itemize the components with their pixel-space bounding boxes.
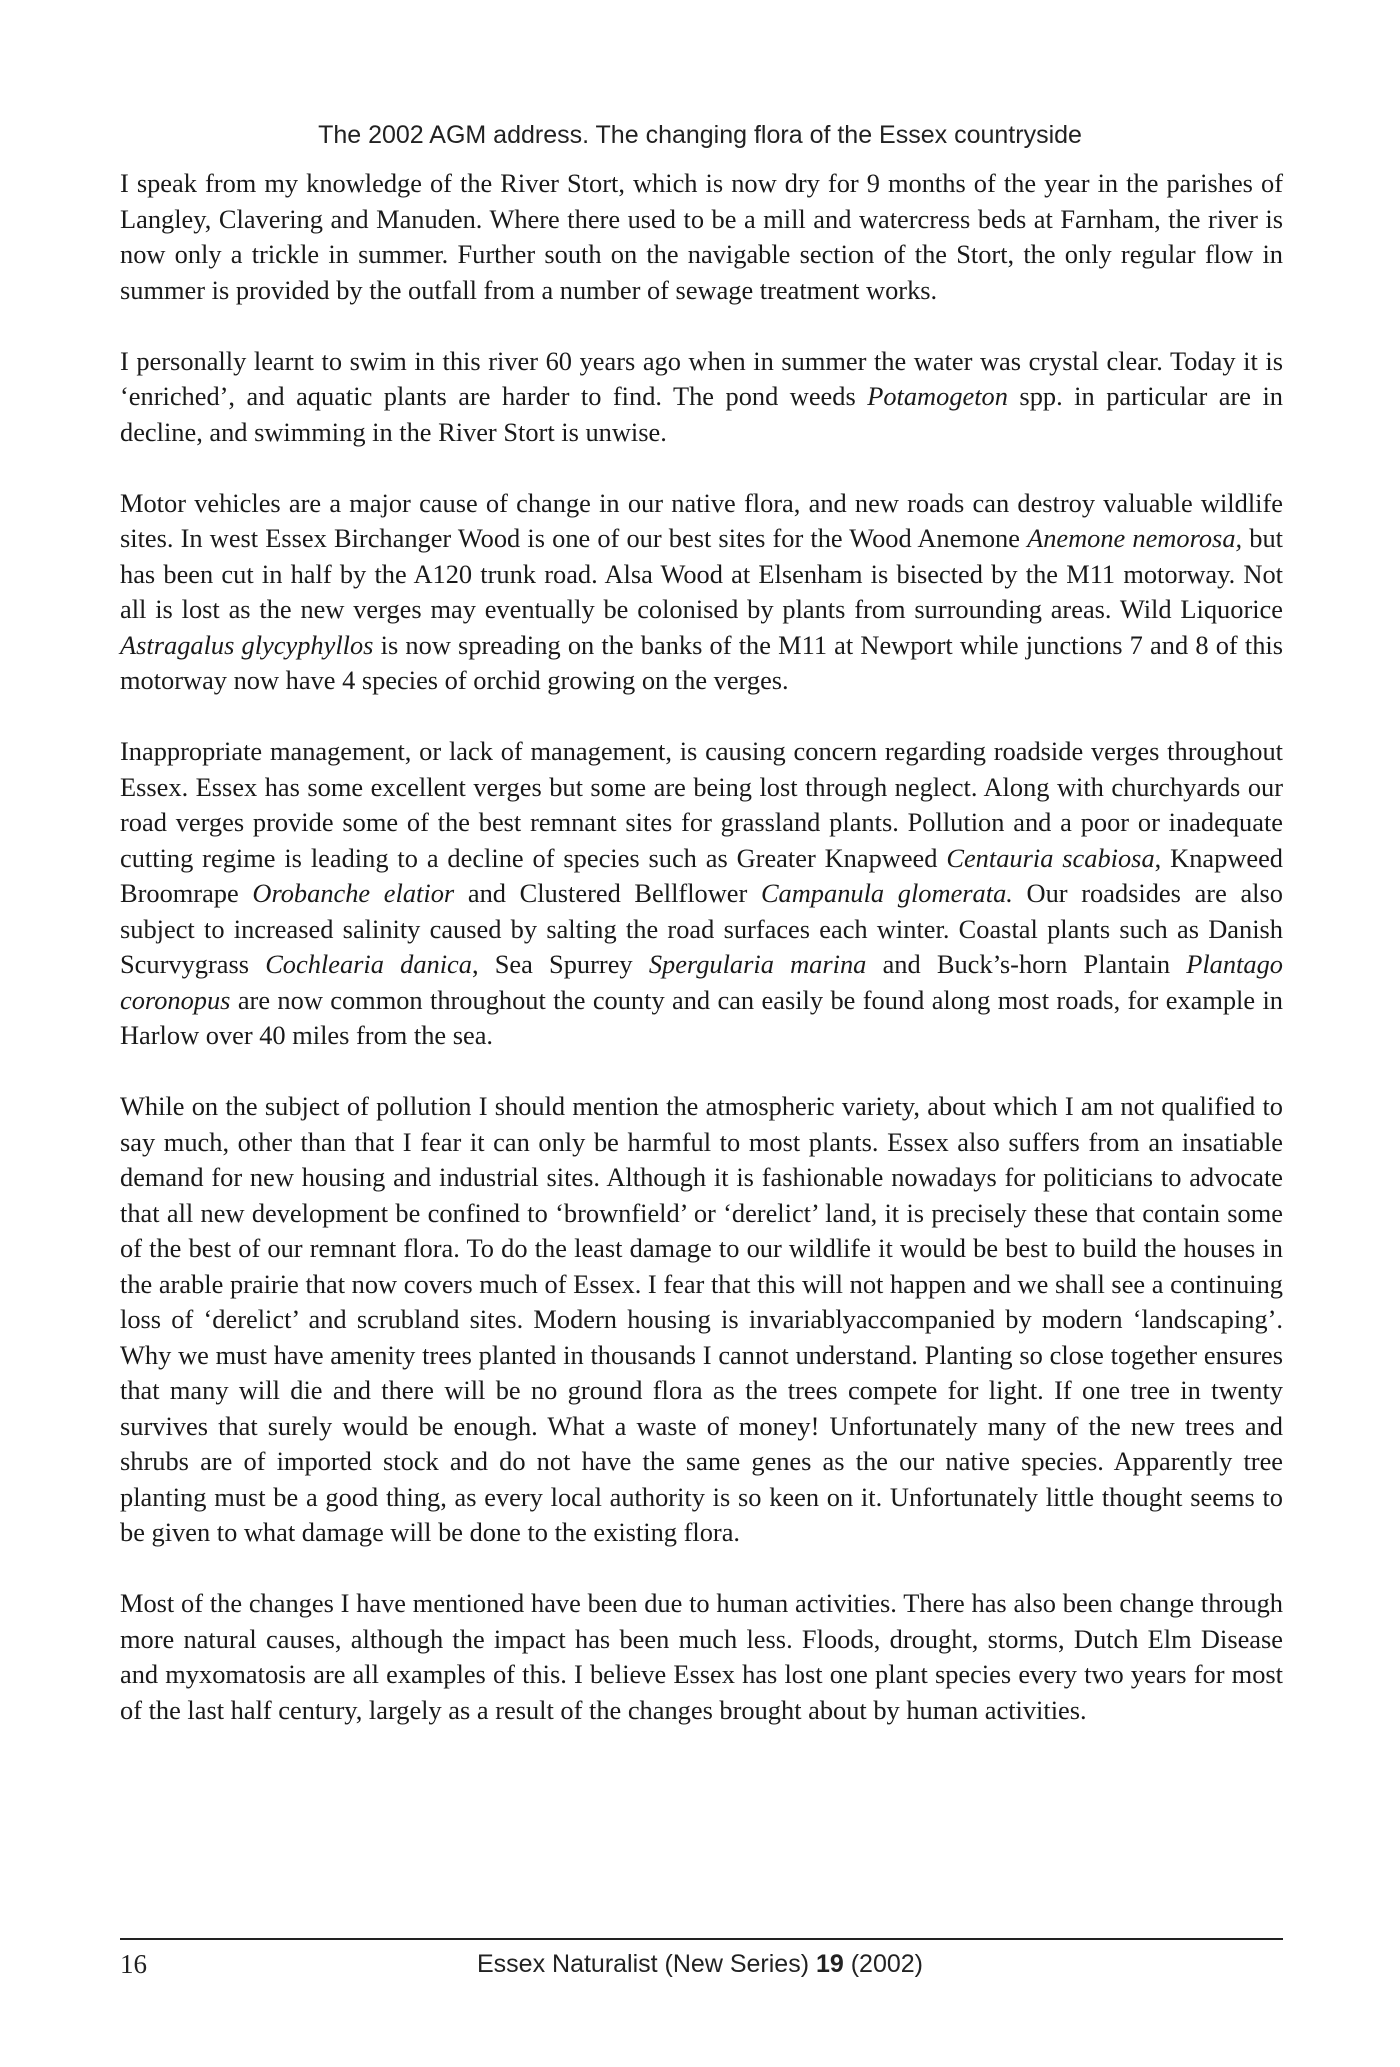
- species-name: Plantago coronopus: [120, 949, 1283, 1015]
- paragraph-text: Our roadsides are also subject to increased salinity caused by salting the road surfaces each winter. Coastal plants such as Danish Scurvygrass: [120, 878, 1283, 979]
- paragraph-motor-vehicles: [120, 486, 1283, 699]
- species-name: Orobanche elatior: [252, 878, 455, 908]
- species-name: Cochlearia danica: [265, 949, 472, 979]
- species-name: Astragalus glycyphyllos: [120, 629, 374, 660]
- paragraph-text: Motor vehicles are a major cause of change in our native flora, and new roads can destroy valuable wildlife sites. In west Essex Birchanger Wood is one of our best sites for the Wood Anemone: [120, 487, 1283, 553]
- paragraph-text: and Buck’s-horn Plantain: [866, 949, 1187, 979]
- paragraph-text: , Knapweed Broomrape: [120, 842, 1283, 908]
- running-header: The 2002 AGM address. The changing flora of the Essex countryside: [318, 121, 1082, 149]
- journal-volume: 19: [815, 1950, 844, 1978]
- species-name: Centauria scabiosa: [946, 842, 1155, 873]
- paragraph-pollution-housing: [120, 1089, 1283, 1551]
- species-name: Campanula glomerata.: [760, 878, 1013, 908]
- article-body: [120, 166, 1283, 1728]
- species-name: Anemone nemorosa,: [1027, 523, 1243, 553]
- page-number: 16: [120, 1949, 147, 1979]
- species-name: Potamogeton: [867, 381, 1008, 411]
- paragraph-natural-causes: [120, 1586, 1283, 1728]
- paragraph-text: , Sea Spurrey: [471, 949, 649, 979]
- journal-name: Essex Naturalist (New Series): [476, 1950, 816, 1978]
- paragraph-text: I personally learnt to swim in this river 60 years ago when in summer the water was crystal clear. Today it is ‘enriched’, and aquatic plants are harder to find. The pond weeds: [120, 345, 1283, 411]
- journal-citation: [340, 1948, 1060, 1980]
- paragraph-text: Most of the changes I have mentioned have been due to human activities. There has also been change through more natural causes, although the impact has been much less. Floods, drought, storms, Dutch Elm Disease and myxomatosis are all examples of this. I believe Essex has lost one plant species every two years for most of the last half century, largely as a result of the changes brought about by human activities.: [120, 1588, 1283, 1725]
- species-name: Spergularia marina: [648, 949, 867, 979]
- paragraph-river-stort: [120, 166, 1283, 308]
- paragraph-text: Inappropriate management, or lack of management, is causing concern regarding roadside verges throughout Essex. Essex has some excellent verges but some are being lost through neglect. Along with churchyards our road verges provide some of the best remnant sites for grassland plants. Pollution and a poor or inadequate cutting regime is leading to a decline of species such as Greater Knapweed: [120, 736, 1283, 873]
- footer-rule: [120, 1938, 1283, 1940]
- journal-year: (2002): [843, 1950, 923, 1978]
- paragraph-text: spp. in particular are in decline, and swimming in the River Stort is unwise.: [120, 381, 1284, 447]
- paragraph-text: but has been cut in half by the A120 trunk road. Alsa Wood at Elsenham is bisected by the M11 motorway. Not all is lost as the new verges may eventually be colonised by plants from surrounding areas. Wild Liquorice: [120, 523, 1283, 624]
- paragraph-roadside-verges: [120, 734, 1283, 1054]
- paragraph-text: are now common throughout the county and can easily be found along most roads, for example in Harlow over 40 miles from the sea.: [120, 984, 1283, 1050]
- paragraph-text: and Clustered Bellflower: [454, 878, 761, 908]
- paragraph-text: I speak from my knowledge of the River Stort, which is now dry for 9 months of the year in the parishes of Langley, Clavering and Manuden. Where there used to be a mill and watercress beds at Farnham, the river is now only a trickle in summer. Further south on the navigable section of the Stort, the only regular flow in summer is provided by the outfall from a number of sewage treatment works.: [120, 168, 1283, 305]
- paragraph-swimming: [120, 344, 1283, 451]
- paragraph-text: While on the subject of pollution I should mention the atmospheric variety, about which I am not qualified to say much, other than that I fear it can only be harmful to most plants. Essex also suffers from an insatiable demand for new housing and industrial sites. Although it is fashionable nowadays for politicians to advocate that all new development be confined to ‘brownfield’ or ‘derelict’ land, it is precisely these that contain some of the best of our remnant flora. To do the least damage to our wildlife it would be best to build the houses in the arable prairie that now covers much of Essex. I fear that this will not happen and we shall see a continuing loss of ‘derelict’ and scrubland sites. Modern housing is invariablyaccompanied by modern ‘landscaping’. Why we must have amenity trees planted in thousands I cannot understand. Planting so close together ensures that many will die and there will be no ground flora as the trees compete for light. If one tree in twenty survives that surely would be enough. What a waste of money! Unfortunately many of the new trees and shrubs are of imported stock and do not have the same genes as the our native species. Apparently tree planting must be a good thing, as every local authority is so keen on it. Unfortunately little thought seems to be given to what damage will be done to the existing flora.: [120, 1091, 1283, 1547]
- paragraph-text: is now spreading on the banks of the M11 at Newport while junctions 7 and 8 of this motorway now have 4 species of orchid growing on the verges.: [120, 629, 1283, 695]
